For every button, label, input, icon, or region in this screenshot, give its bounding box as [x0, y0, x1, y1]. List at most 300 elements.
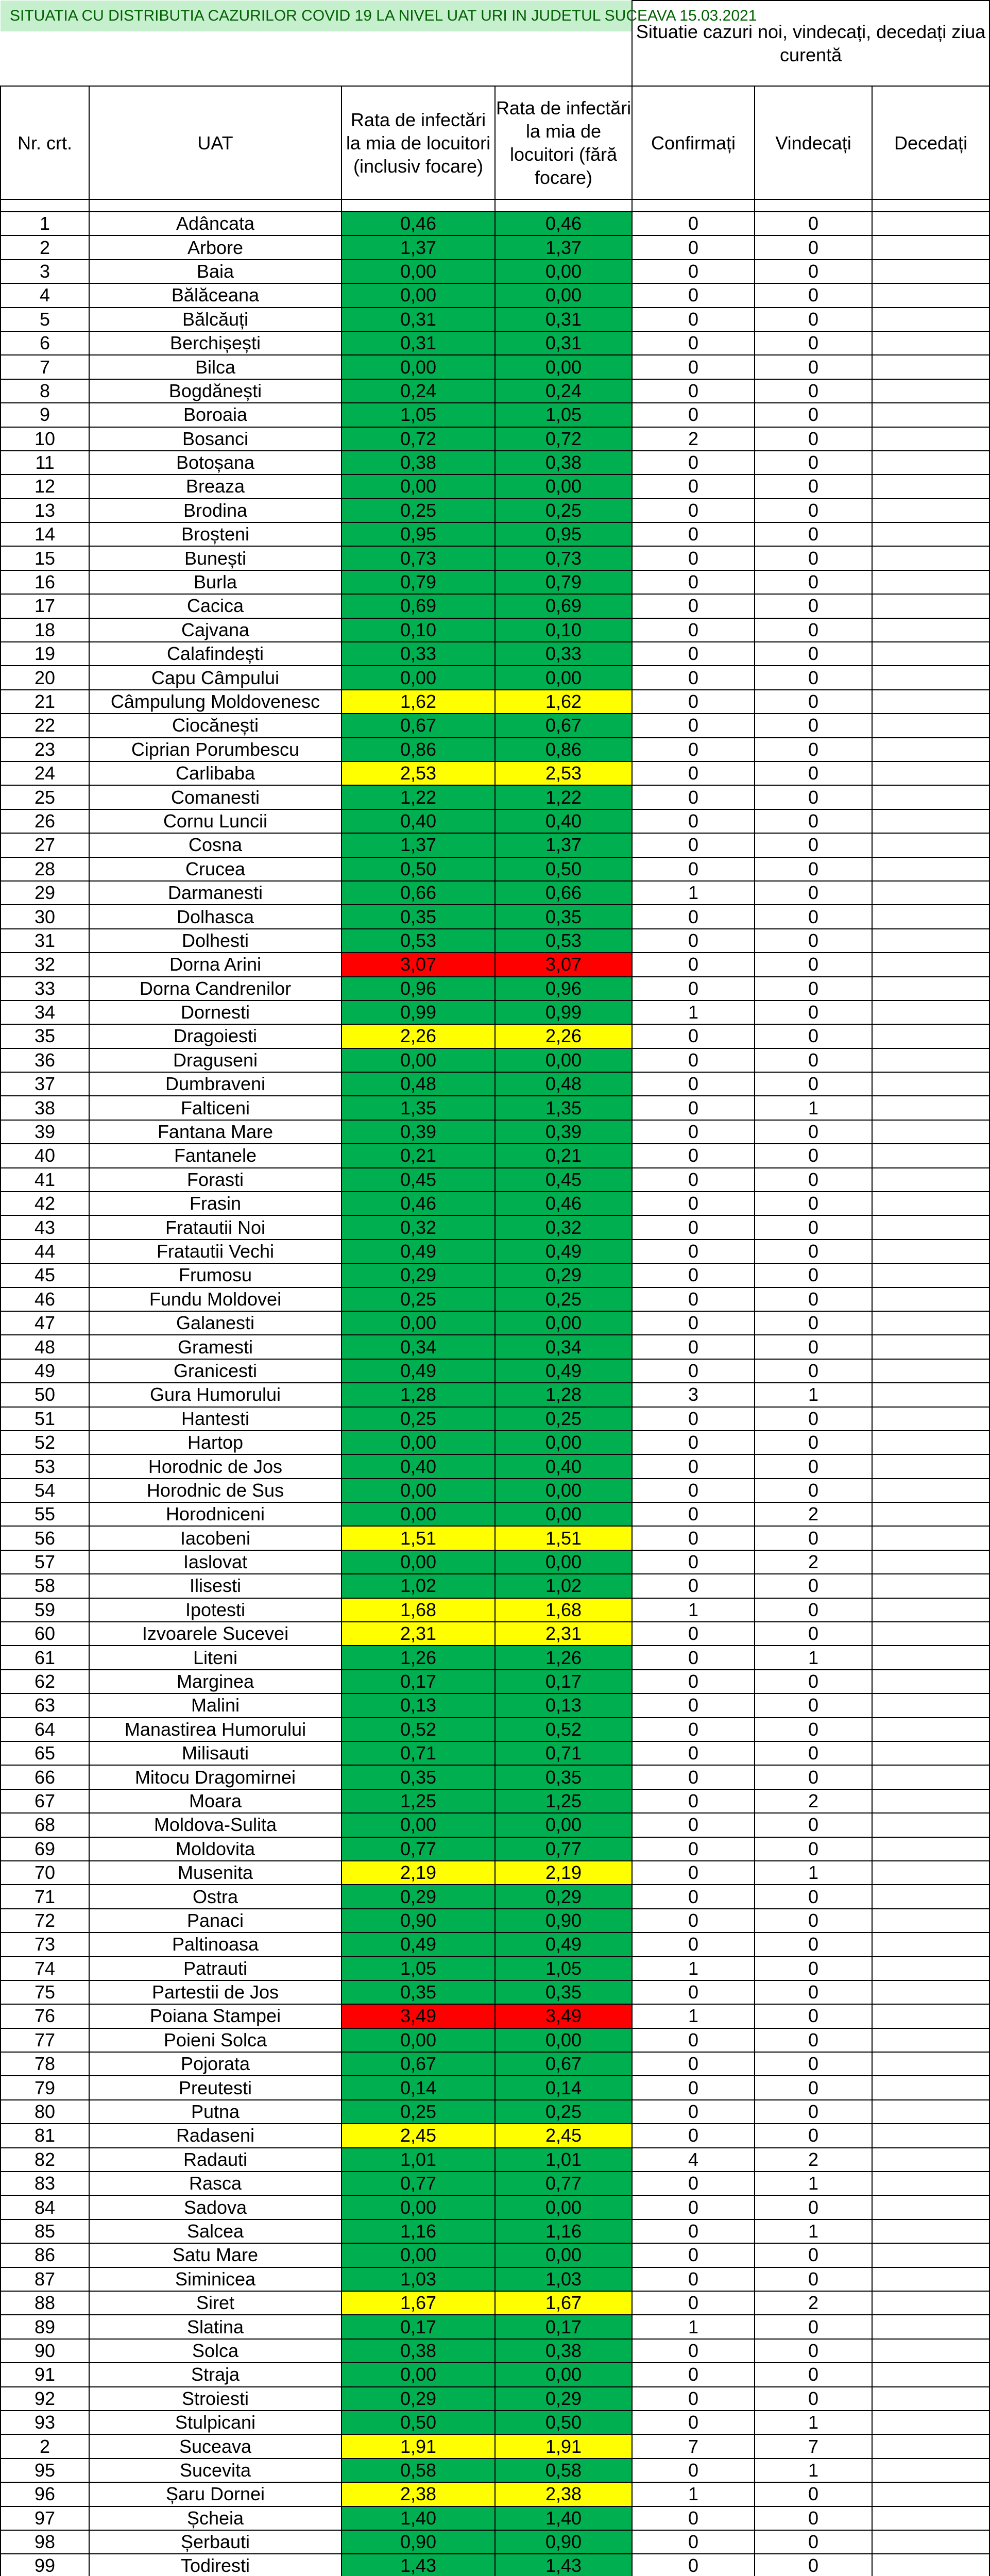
row-rate-incl: 0,90 — [342, 2530, 495, 2554]
row-uat: Șcheia — [89, 2506, 342, 2530]
row-healed: 7 — [755, 2434, 872, 2458]
row-uat: Fundu Moldovei — [89, 1287, 342, 1311]
row-rate-excl: 1,05 — [495, 403, 632, 427]
row-healed: 0 — [755, 1885, 872, 1908]
row-nr: 89 — [1, 2315, 89, 2338]
table-row — [1, 1479, 989, 1502]
table-row — [1, 260, 989, 283]
table-row — [1, 499, 989, 522]
row-uat: Forasti — [89, 1168, 342, 1192]
row-rate-incl: 0,25 — [342, 499, 495, 522]
row-confirmed: 0 — [632, 2052, 755, 2076]
row-deceased — [872, 1311, 989, 1335]
row-nr: 40 — [1, 1144, 89, 1167]
row-uat: Siminicea — [89, 2267, 342, 2291]
row-nr: 93 — [1, 2411, 89, 2434]
row-uat: Bosanci — [89, 427, 342, 451]
row-deceased — [872, 1001, 989, 1024]
row-healed: 0 — [755, 690, 872, 714]
row-rate-incl: 1,62 — [342, 690, 495, 714]
row-nr: 6 — [1, 331, 89, 355]
row-nr: 83 — [1, 2172, 89, 2195]
row-deceased — [872, 1646, 989, 1669]
row-healed: 0 — [755, 2315, 872, 2338]
row-uat: Dorna Candrenilor — [89, 977, 342, 1001]
row-healed: 0 — [755, 881, 872, 905]
row-rate-incl: 0,00 — [342, 2363, 495, 2386]
row-rate-excl: 1,67 — [495, 2291, 632, 2315]
table-row — [1, 2411, 989, 2434]
row-rate-excl: 1,26 — [495, 1646, 632, 1669]
row-deceased — [872, 1454, 989, 1478]
row-uat: Musenita — [89, 1861, 342, 1885]
row-rate-excl: 0,77 — [495, 1837, 632, 1861]
row-confirmed: 0 — [632, 2387, 755, 2411]
table-row — [1, 474, 989, 498]
row-deceased — [872, 1957, 989, 1980]
row-rate-incl: 0,95 — [342, 522, 495, 546]
row-rate-excl: 0,25 — [495, 1287, 632, 1311]
row-confirmed: 0 — [632, 977, 755, 1001]
row-uat: Berchișești — [89, 331, 342, 355]
row-confirmed: 0 — [632, 2243, 755, 2267]
row-deceased — [872, 1479, 989, 1502]
row-healed: 0 — [755, 857, 872, 881]
row-uat: Izvoarele Sucevei — [89, 1622, 342, 1646]
row-rate-excl: 0,50 — [495, 857, 632, 881]
row-healed: 0 — [755, 977, 872, 1001]
table-row — [1, 953, 989, 976]
row-uat: Liteni — [89, 1646, 342, 1669]
row-confirmed: 0 — [632, 1335, 755, 1359]
row-confirmed: 0 — [632, 857, 755, 881]
row-rate-incl: 0,00 — [342, 1431, 495, 1454]
row-rate-excl: 1,37 — [495, 833, 632, 857]
table-row — [1, 331, 989, 355]
row-deceased — [872, 1263, 989, 1287]
row-healed: 0 — [755, 833, 872, 857]
row-confirmed: 0 — [632, 1240, 755, 1263]
row-deceased — [872, 2052, 989, 2076]
row-rate-incl: 0,71 — [342, 1741, 495, 1765]
table-row — [1, 1048, 989, 1072]
row-nr: 49 — [1, 1359, 89, 1383]
row-confirmed: 0 — [632, 1909, 755, 1933]
row-healed: 1 — [755, 1646, 872, 1669]
spacer-cell — [342, 199, 495, 212]
row-rate-incl: 1,26 — [342, 1646, 495, 1669]
row-rate-excl: 0,25 — [495, 2100, 632, 2124]
row-rate-incl: 1,37 — [342, 833, 495, 857]
row-confirmed: 0 — [632, 2076, 755, 2099]
row-healed: 0 — [755, 2482, 872, 2506]
row-deceased — [872, 1215, 989, 1239]
table-row — [1, 1263, 989, 1287]
table-row — [1, 1837, 989, 1861]
row-rate-incl: 0,00 — [342, 2243, 495, 2267]
row-rate-excl: 0,31 — [495, 308, 632, 331]
row-nr: 56 — [1, 1526, 89, 1550]
row-healed: 0 — [755, 1311, 872, 1335]
row-deceased — [872, 2363, 989, 2386]
row-uat: Cajvana — [89, 618, 342, 642]
row-deceased — [872, 1622, 989, 1646]
row-rate-excl: 0,77 — [495, 2172, 632, 2195]
row-nr: 33 — [1, 977, 89, 1001]
row-confirmed: 0 — [632, 785, 755, 809]
spacer-cell — [495, 199, 632, 212]
row-deceased — [872, 546, 989, 570]
row-confirmed: 0 — [632, 1311, 755, 1335]
table-row — [1, 2148, 989, 2172]
row-nr: 31 — [1, 929, 89, 953]
row-confirmed: 0 — [632, 1622, 755, 1646]
row-uat: Cosna — [89, 833, 342, 857]
row-rate-incl: 1,91 — [342, 2434, 495, 2458]
row-uat: Fratautii Noi — [89, 1215, 342, 1239]
table-row — [1, 642, 989, 666]
row-uat: Bilca — [89, 355, 342, 379]
row-rate-excl: 0,00 — [495, 666, 632, 689]
row-nr: 2 — [1, 2434, 89, 2458]
row-rate-excl: 0,52 — [495, 1718, 632, 1741]
row-deceased — [872, 1383, 989, 1406]
row-rate-excl: 0,67 — [495, 2052, 632, 2076]
row-nr: 86 — [1, 2243, 89, 2267]
row-nr: 16 — [1, 570, 89, 594]
row-nr: 62 — [1, 1670, 89, 1693]
row-nr: 70 — [1, 1861, 89, 1885]
row-rate-incl: 1,05 — [342, 1957, 495, 1980]
table-row — [1, 1192, 989, 1215]
row-healed: 0 — [755, 427, 872, 451]
row-uat: Brodina — [89, 499, 342, 522]
col-header-rate-excl: Rata de infectări la mia de locuitori (fără focare) — [495, 86, 632, 199]
row-rate-excl: 0,90 — [495, 2530, 632, 2554]
uat-rows — [1, 212, 989, 2576]
row-nr: 84 — [1, 2195, 89, 2219]
row-nr: 42 — [1, 1192, 89, 1215]
row-rate-excl: 1,37 — [495, 235, 632, 259]
table-row — [1, 2434, 989, 2458]
table-row — [1, 212, 989, 235]
row-rate-incl: 0,86 — [342, 738, 495, 761]
row-deceased — [872, 2124, 989, 2147]
table-row — [1, 355, 989, 379]
row-nr: 23 — [1, 738, 89, 761]
row-nr: 55 — [1, 1502, 89, 1526]
row-nr: 90 — [1, 2339, 89, 2363]
row-confirmed: 0 — [632, 2124, 755, 2147]
spacer-cell — [872, 199, 989, 212]
row-rate-excl: 0,86 — [495, 738, 632, 761]
table-row — [1, 2124, 989, 2147]
row-uat: Hartop — [89, 1431, 342, 1454]
row-confirmed: 3 — [632, 1383, 755, 1406]
table-row — [1, 714, 989, 737]
row-rate-excl: 1,05 — [495, 1957, 632, 1980]
row-uat: Ipotesti — [89, 1598, 342, 1622]
table-row — [1, 1813, 989, 1837]
row-uat: Radauti — [89, 2148, 342, 2172]
row-healed: 0 — [755, 2076, 872, 2099]
row-rate-incl: 0,21 — [342, 1144, 495, 1167]
row-confirmed: 0 — [632, 1263, 755, 1287]
row-deceased — [872, 1359, 989, 1383]
row-nr: 20 — [1, 666, 89, 689]
row-rate-excl: 0,95 — [495, 522, 632, 546]
row-rate-incl: 0,29 — [342, 2387, 495, 2411]
row-nr: 77 — [1, 2028, 89, 2052]
row-deceased — [872, 212, 989, 235]
row-deceased — [872, 283, 989, 307]
row-rate-incl: 0,40 — [342, 1454, 495, 1478]
row-rate-excl: 0,00 — [495, 260, 632, 283]
row-healed: 0 — [755, 522, 872, 546]
row-nr: 66 — [1, 1765, 89, 1789]
row-nr: 35 — [1, 1024, 89, 1048]
row-healed: 0 — [755, 2004, 872, 2028]
row-nr: 2 — [1, 235, 89, 259]
row-confirmed: 0 — [632, 260, 755, 283]
row-confirmed: 0 — [632, 2459, 755, 2482]
row-deceased — [872, 2148, 989, 2172]
table-row — [1, 1120, 989, 1144]
row-healed: 0 — [755, 1024, 872, 1048]
row-deceased — [872, 1789, 989, 1813]
row-uat: Panaci — [89, 1909, 342, 1933]
row-rate-excl: 0,00 — [495, 1311, 632, 1335]
table-row — [1, 283, 989, 307]
row-confirmed: 0 — [632, 2339, 755, 2363]
row-healed: 0 — [755, 1335, 872, 1359]
row-rate-excl: 0,69 — [495, 594, 632, 618]
row-rate-excl: 0,00 — [495, 1048, 632, 1072]
row-healed: 0 — [755, 929, 872, 953]
table-row — [1, 2100, 989, 2124]
row-uat: Horodnic de Sus — [89, 1479, 342, 1502]
table-row — [1, 2291, 989, 2315]
row-rate-incl: 1,40 — [342, 2506, 495, 2530]
row-uat: Sadova — [89, 2195, 342, 2219]
table-row — [1, 2315, 989, 2338]
row-nr: 91 — [1, 2363, 89, 2386]
table-row — [1, 2004, 989, 2028]
row-rate-excl: 0,72 — [495, 427, 632, 451]
row-healed: 2 — [755, 2148, 872, 2172]
row-confirmed: 0 — [632, 2506, 755, 2530]
row-confirmed: 0 — [632, 1813, 755, 1837]
row-uat: Draguseni — [89, 1048, 342, 1072]
table-row — [1, 1622, 989, 1646]
row-deceased — [872, 785, 989, 809]
row-rate-incl: 0,32 — [342, 1215, 495, 1239]
col-header-nr: Nr. crt. — [1, 86, 89, 199]
row-rate-excl: 1,25 — [495, 1789, 632, 1813]
row-rate-excl: 3,49 — [495, 2004, 632, 2028]
row-uat: Salcea — [89, 2219, 342, 2243]
row-rate-excl: 2,45 — [495, 2124, 632, 2147]
row-rate-incl: 1,16 — [342, 2219, 495, 2243]
row-uat: Ilisesti — [89, 1574, 342, 1598]
row-healed: 0 — [755, 1359, 872, 1383]
row-uat: Solca — [89, 2339, 342, 2363]
row-rate-incl: 0,29 — [342, 1263, 495, 1287]
row-rate-excl: 0,00 — [495, 2028, 632, 2052]
row-rate-excl: 0,46 — [495, 212, 632, 235]
row-confirmed: 0 — [632, 738, 755, 761]
row-healed: 1 — [755, 1861, 872, 1885]
row-nr: 41 — [1, 1168, 89, 1192]
row-rate-incl: 0,58 — [342, 2459, 495, 2482]
row-nr: 53 — [1, 1454, 89, 1478]
row-deceased — [872, 690, 989, 714]
row-nr: 92 — [1, 2387, 89, 2411]
table-row — [1, 2219, 989, 2243]
table-row — [1, 594, 989, 618]
row-uat: Malini — [89, 1693, 342, 1717]
row-healed: 1 — [755, 2172, 872, 2195]
row-healed: 0 — [755, 1980, 872, 2004]
row-healed: 0 — [755, 570, 872, 594]
row-deceased — [872, 1861, 989, 1885]
row-deceased — [872, 1048, 989, 1072]
row-rate-excl: 1,43 — [495, 2554, 632, 2576]
col-header-confirmed: Confirmați — [632, 86, 755, 199]
row-rate-incl: 1,01 — [342, 2148, 495, 2172]
row-healed: 0 — [755, 474, 872, 498]
row-deceased — [872, 474, 989, 498]
row-deceased — [872, 1072, 989, 1096]
row-rate-incl: 0,49 — [342, 1359, 495, 1383]
table-row — [1, 235, 989, 259]
row-healed: 0 — [755, 1813, 872, 1837]
table-row — [1, 379, 989, 403]
row-confirmed: 0 — [632, 1980, 755, 2004]
row-confirmed: 0 — [632, 2219, 755, 2243]
row-rate-excl: 1,40 — [495, 2506, 632, 2530]
row-uat: Arbore — [89, 235, 342, 259]
table-row — [1, 785, 989, 809]
row-uat: Frumosu — [89, 1263, 342, 1287]
row-rate-excl: 3,07 — [495, 953, 632, 976]
row-nr: 3 — [1, 260, 89, 283]
row-rate-excl: 2,19 — [495, 1861, 632, 1885]
row-rate-excl: 0,00 — [495, 1502, 632, 1526]
row-deceased — [872, 1813, 989, 1837]
row-healed: 0 — [755, 666, 872, 689]
row-deceased — [872, 714, 989, 737]
row-uat: Sucevita — [89, 2459, 342, 2482]
row-deceased — [872, 1526, 989, 1550]
table-row — [1, 2459, 989, 2482]
situation-header: Situatie cazuri noi, vindecați, decedați ziua curentă — [632, 1, 989, 86]
row-nr: 8 — [1, 379, 89, 403]
row-rate-excl: 1,62 — [495, 690, 632, 714]
row-nr: 37 — [1, 1072, 89, 1096]
table-row — [1, 1741, 989, 1765]
row-deceased — [872, 2315, 989, 2338]
row-uat: Stulpicani — [89, 2411, 342, 2434]
row-rate-incl: 0,00 — [342, 666, 495, 689]
row-confirmed: 0 — [632, 1144, 755, 1167]
row-rate-excl: 0,39 — [495, 1120, 632, 1144]
row-nr: 46 — [1, 1287, 89, 1311]
row-rate-incl: 0,67 — [342, 714, 495, 737]
row-uat: Galanesti — [89, 1311, 342, 1335]
table-row — [1, 881, 989, 905]
row-deceased — [872, 2506, 989, 2530]
row-healed: 0 — [755, 212, 872, 235]
row-uat: Falticeni — [89, 1096, 342, 1120]
table-row — [1, 1765, 989, 1789]
row-nr: 38 — [1, 1096, 89, 1120]
row-uat: Poieni Solca — [89, 2028, 342, 2052]
table-row — [1, 1311, 989, 1335]
row-rate-incl: 0,46 — [342, 212, 495, 235]
table-row — [1, 1072, 989, 1096]
row-healed: 0 — [755, 1909, 872, 1933]
row-nr: 32 — [1, 953, 89, 976]
row-healed: 2 — [755, 1550, 872, 1574]
row-deceased — [872, 881, 989, 905]
row-rate-incl: 0,99 — [342, 1001, 495, 1024]
row-confirmed: 0 — [632, 1359, 755, 1383]
row-uat: Crucea — [89, 857, 342, 881]
row-nr: 10 — [1, 427, 89, 451]
row-deceased — [872, 1693, 989, 1717]
row-healed: 0 — [755, 2530, 872, 2554]
row-rate-incl: 0,45 — [342, 1168, 495, 1192]
row-rate-excl: 0,00 — [495, 1550, 632, 1574]
row-rate-excl: 2,38 — [495, 2482, 632, 2506]
row-deceased — [872, 2291, 989, 2315]
row-rate-incl: 0,34 — [342, 1335, 495, 1359]
row-confirmed: 0 — [632, 1550, 755, 1574]
row-confirmed: 0 — [632, 1526, 755, 1550]
row-nr: 81 — [1, 2124, 89, 2147]
row-rate-excl: 0,40 — [495, 1454, 632, 1478]
row-uat: Stroiesti — [89, 2387, 342, 2411]
row-healed: 0 — [755, 2339, 872, 2363]
row-healed: 0 — [755, 2052, 872, 2076]
row-uat: Comanesti — [89, 785, 342, 809]
row-uat: Bălăceana — [89, 283, 342, 307]
table-row — [1, 1454, 989, 1478]
row-uat: Mitocu Dragomirnei — [89, 1765, 342, 1789]
row-deceased — [872, 2076, 989, 2099]
row-rate-excl: 1,03 — [495, 2267, 632, 2291]
row-rate-incl: 1,05 — [342, 403, 495, 427]
row-healed: 0 — [755, 2363, 872, 2386]
row-nr: 60 — [1, 1622, 89, 1646]
row-rate-excl: 0,35 — [495, 1765, 632, 1789]
row-rate-incl: 0,17 — [342, 2315, 495, 2338]
row-deceased — [872, 2243, 989, 2267]
row-confirmed: 0 — [632, 833, 755, 857]
row-confirmed: 0 — [632, 2530, 755, 2554]
table-row — [1, 1001, 989, 1024]
table-row — [1, 2195, 989, 2219]
row-rate-incl: 0,00 — [342, 1311, 495, 1335]
row-uat: Manastirea Humorului — [89, 1718, 342, 1741]
row-rate-incl: 0,79 — [342, 570, 495, 594]
row-deceased — [872, 738, 989, 761]
row-confirmed: 1 — [632, 1598, 755, 1622]
row-nr: 29 — [1, 881, 89, 905]
row-rate-incl: 0,00 — [342, 2195, 495, 2219]
row-rate-excl: 0,17 — [495, 1670, 632, 1693]
